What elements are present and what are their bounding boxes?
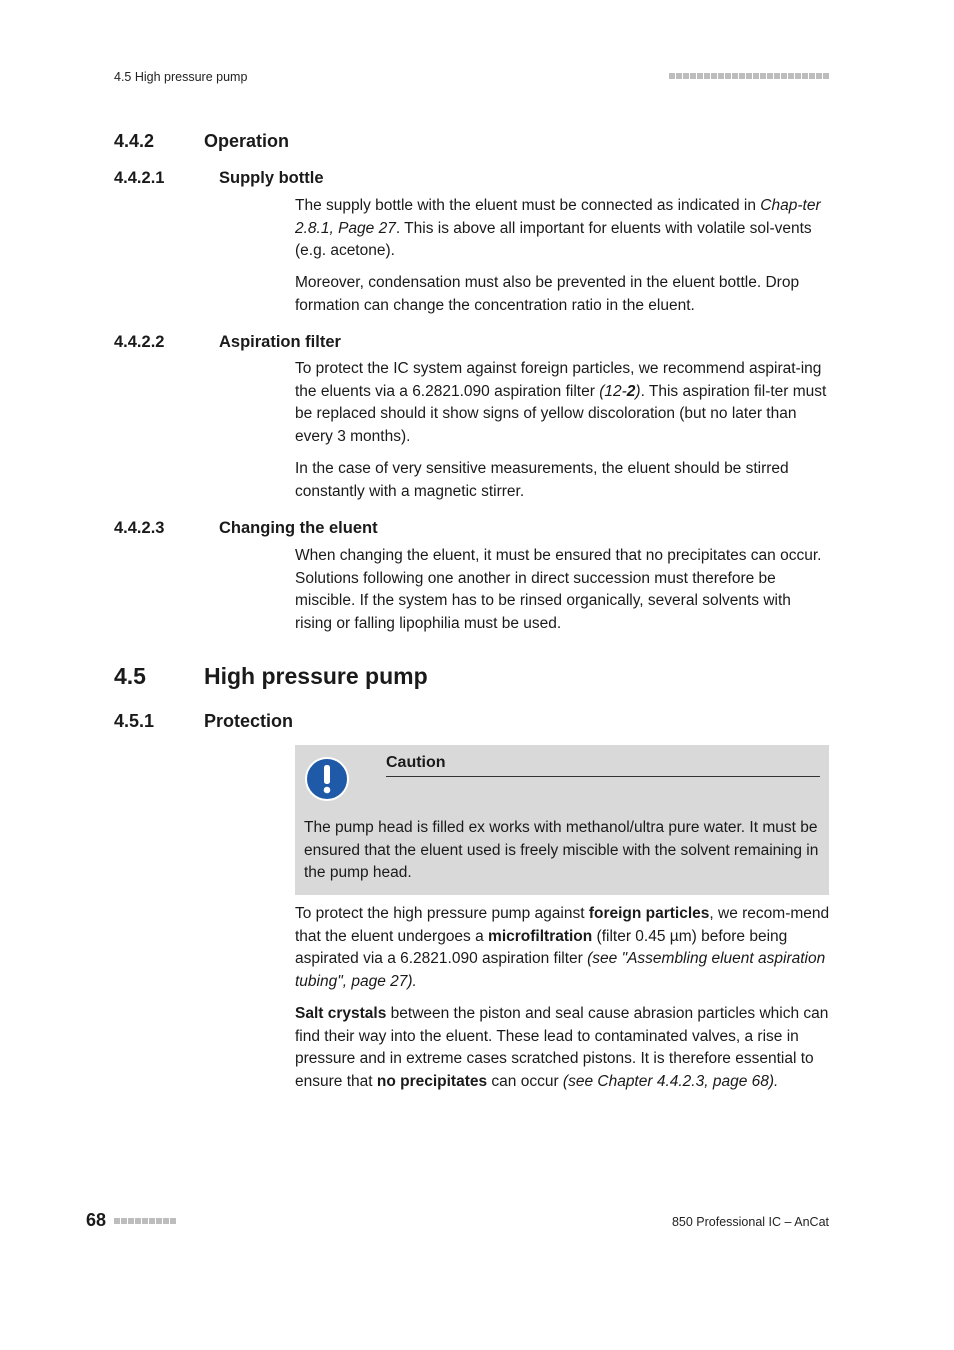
caution-divider [386,776,820,777]
section-number: 4.4.2.2 [114,333,165,351]
section-number: 4.4.2 [114,131,155,151]
protection-paragraph-2: Salt crystals between the piston and seal cause abrasion particles which can find their way into the eluent. These lead to contaminated valves, a rise in pressure and in extreme cases scratched pistons. It is therefore essential to ensure that no precipitates can occur (see Chapter 4.4.2.3, page 68). [295,1005,829,1090]
changing-eluent-paragraph: When changing the eluent, it must be ensured that no precipitates can occur. Solutions following one another in direct succession must therefore be miscible. If the system has to be rinsed organically, several solvents with rising or falling lipophilia must be used. [295,547,822,632]
aspiration-filter-paragraph-2: In the case of very sensitive measurements, the eluent should be stirred constantly with a magnetic stirrer. [295,460,789,500]
section-title: Changing the eluent [219,519,378,537]
footer-product-name: 850 Professional IC – AnCat [671,1215,829,1229]
section-title: Protection [204,711,294,731]
section-title: Supply bottle [219,169,324,187]
supply-bottle-paragraph-2: Moreover, condensation must also be prevented in the eluent bottle. Drop formation can change the concentration ratio in the eluent. [295,274,800,314]
page-number: 68 [86,1210,107,1230]
figure-reference[interactable]: (12-2) [599,382,641,400]
protection-paragraph-1: To protect the high pressure pump against foreign particles, we recom-mend that the eluent undergoes a microfiltration (filter 0.45 µm) before being aspirated via a 6.2821.090 aspiration filter (see "Assembling eluent aspiration tubing", page 27). [295,905,830,990]
exclamation-icon [304,756,350,802]
supply-bottle-paragraph-1: The supply bottle with the eluent must be connected as indicated in Chap-ter 2.8.1, Page 27. This is above all important for eluents with volatile sol-vents (e.g. acetone). [295,197,821,260]
chapter-reference-link[interactable]: (see Chapter 4.4.2.3, page 68) [562,1072,775,1090]
header-decorative-squares [669,73,829,79]
assembly-reference-link[interactable]: (see "Assembling eluent aspiration tubing", page 27) [295,950,826,990]
section-title: Aspiration filter [219,333,341,351]
section-number: 4.5.1 [114,711,155,731]
caution-text: The pump head is filled ex works with methanol/ultra pure water. It must be ensured that the eluent used is freely miscible with the solvent remaining in the pump head. [304,819,819,882]
chapter-reference-link[interactable]: Chap-ter 2.8.1, Page 27 [295,197,821,237]
section-number: 4.4.2.1 [114,169,165,187]
section-number: 4.4.2.3 [114,519,165,537]
footer-decorative-squares [114,1218,176,1224]
running-header-title: 4.5 High pressure pump [114,70,248,84]
section-title: High pressure pump [204,663,428,689]
caution-title: Caution [386,754,446,771]
aspiration-filter-paragraph-1: To protect the IC system against foreign particles, we recommend aspirat-ing the eluents via a 6.2821.090 aspiration filter (12-2). This aspiration fil-ter must be replaced should it show signs of yellow discoloration (but no later than every 3 months). [295,360,827,445]
section-number: 4.5 [114,663,146,689]
section-title: Operation [204,131,290,151]
caution-box [295,745,829,895]
